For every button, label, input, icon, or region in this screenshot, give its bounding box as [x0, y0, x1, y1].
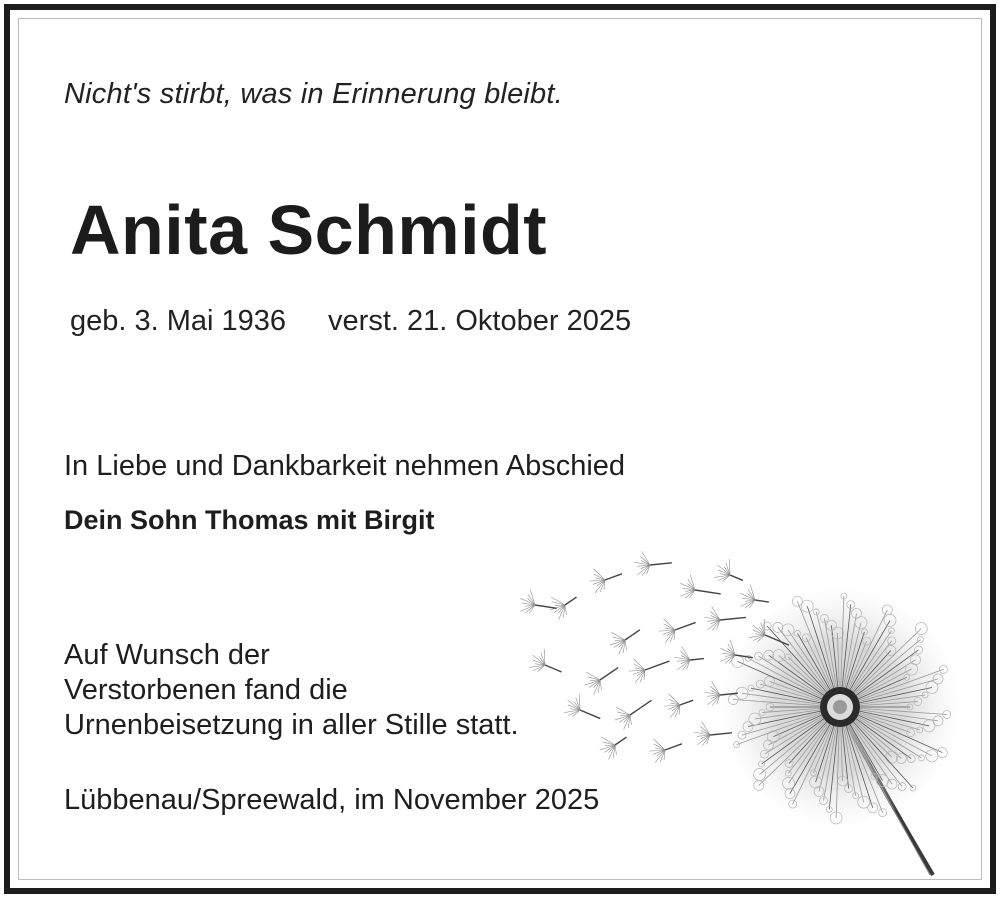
- birth-date: geb. 3. Mai 1936: [70, 305, 287, 337]
- burial-note: [64, 638, 519, 743]
- burial-note-line: Auf Wunsch der: [64, 639, 270, 671]
- burial-note-line: Urnenbeisetzung in aller Stille statt.: [64, 709, 519, 741]
- dandelion-head: [722, 589, 958, 825]
- place-and-date: Lübbenau/Spreewald, im November 2025: [64, 784, 600, 816]
- burial-note-line: Verstorbenen fand die: [64, 674, 348, 706]
- deceased-name: Anita Schmidt: [70, 191, 548, 269]
- mourner-names: Dein Sohn Thomas mit Birgit: [64, 505, 435, 535]
- death-date: verst. 21. Oktober 2025: [328, 305, 632, 337]
- motto-text: Nicht's stirbt, was in Erinnerung bleibt.: [64, 78, 563, 110]
- farewell-text: In Liebe und Dankbarkeit nehmen Abschied: [64, 450, 626, 482]
- life-dates: [70, 305, 631, 338]
- dandelion-icon: [505, 545, 985, 880]
